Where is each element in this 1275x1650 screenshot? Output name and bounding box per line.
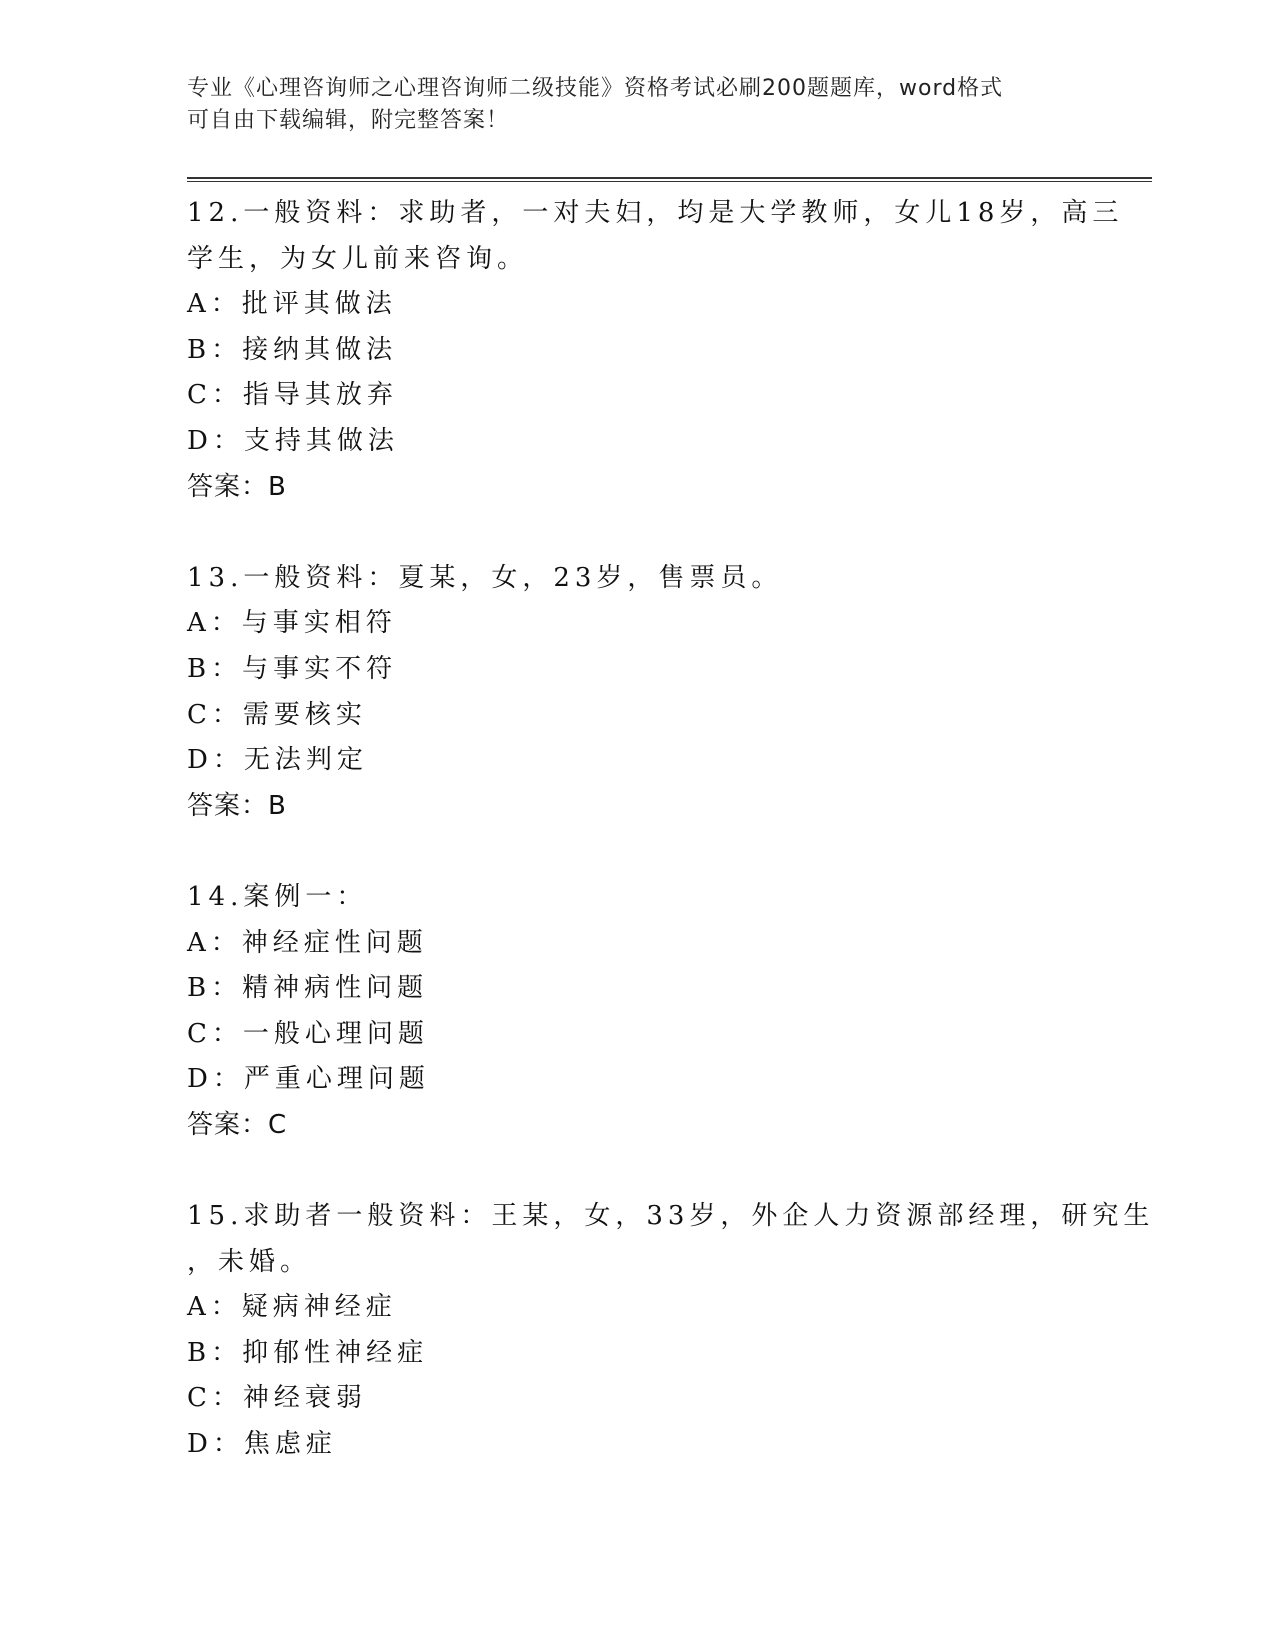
option-c: C：需要核实 [187,699,367,730]
header-line-2: 可自由下载编辑，附完整答案！ [187,108,510,133]
option-a: A：批评其做法 [187,289,397,320]
spacer [187,829,1087,875]
question-stem-line-1: 12.一般资料：求助者，一对夫妇，均是大学教师，女儿18岁，高三 [187,198,1124,228]
option-d: D：严重心理问题 [187,1064,430,1095]
option-a: A：与事实相符 [187,608,397,639]
question-stem-line-1: 15.求助者一般资料：王某，女，33岁，外企人力资源部经理，研究生 [187,1201,1155,1232]
option-b: B：抑郁性神经症 [187,1337,429,1368]
option-a: A：神经症性问题 [187,927,428,958]
question-stem-line-2: 学生，为女儿前来咨询。 [187,243,529,274]
question-stem-line-1: 14.案例一： [187,881,368,912]
option-d: D：焦虑症 [187,1429,337,1460]
option-b: B：与事实不符 [187,653,398,684]
option-c: C：一般心理问题 [187,1018,429,1049]
header-divider [187,177,1152,182]
option-b: B：精神病性问题 [187,973,429,1004]
spacer [187,510,1087,556]
option-d: D：无法判定 [187,745,368,776]
option-d: D：支持其做法 [187,425,399,456]
answer: 答案：C [187,1109,288,1140]
answer: 答案：B [187,471,287,502]
question-list [187,191,1155,1468]
option-b: B：接纳其做法 [187,334,398,365]
option-c: C：神经衰弱 [187,1383,367,1414]
option-a: A：疑病神经症 [187,1292,397,1323]
question-stem-line-1: 13.一般资料：夏某，女，23岁，售票员。 [187,562,783,593]
question-12 [187,191,1124,510]
question-13 [187,556,1087,830]
question-stem-line-2: ，未婚。 [187,1246,312,1277]
spacer [187,1148,1087,1194]
document-header [187,73,1067,137]
header-line-1: 专业《心理咨询师之心理咨询师二级技能》资格考试必刷200题题库，word格式 [187,76,1004,101]
question-14 [187,875,1087,1149]
option-c: C：指导其放弃 [187,380,398,411]
answer: 答案：B [187,790,287,821]
question-15 [187,1194,1155,1468]
